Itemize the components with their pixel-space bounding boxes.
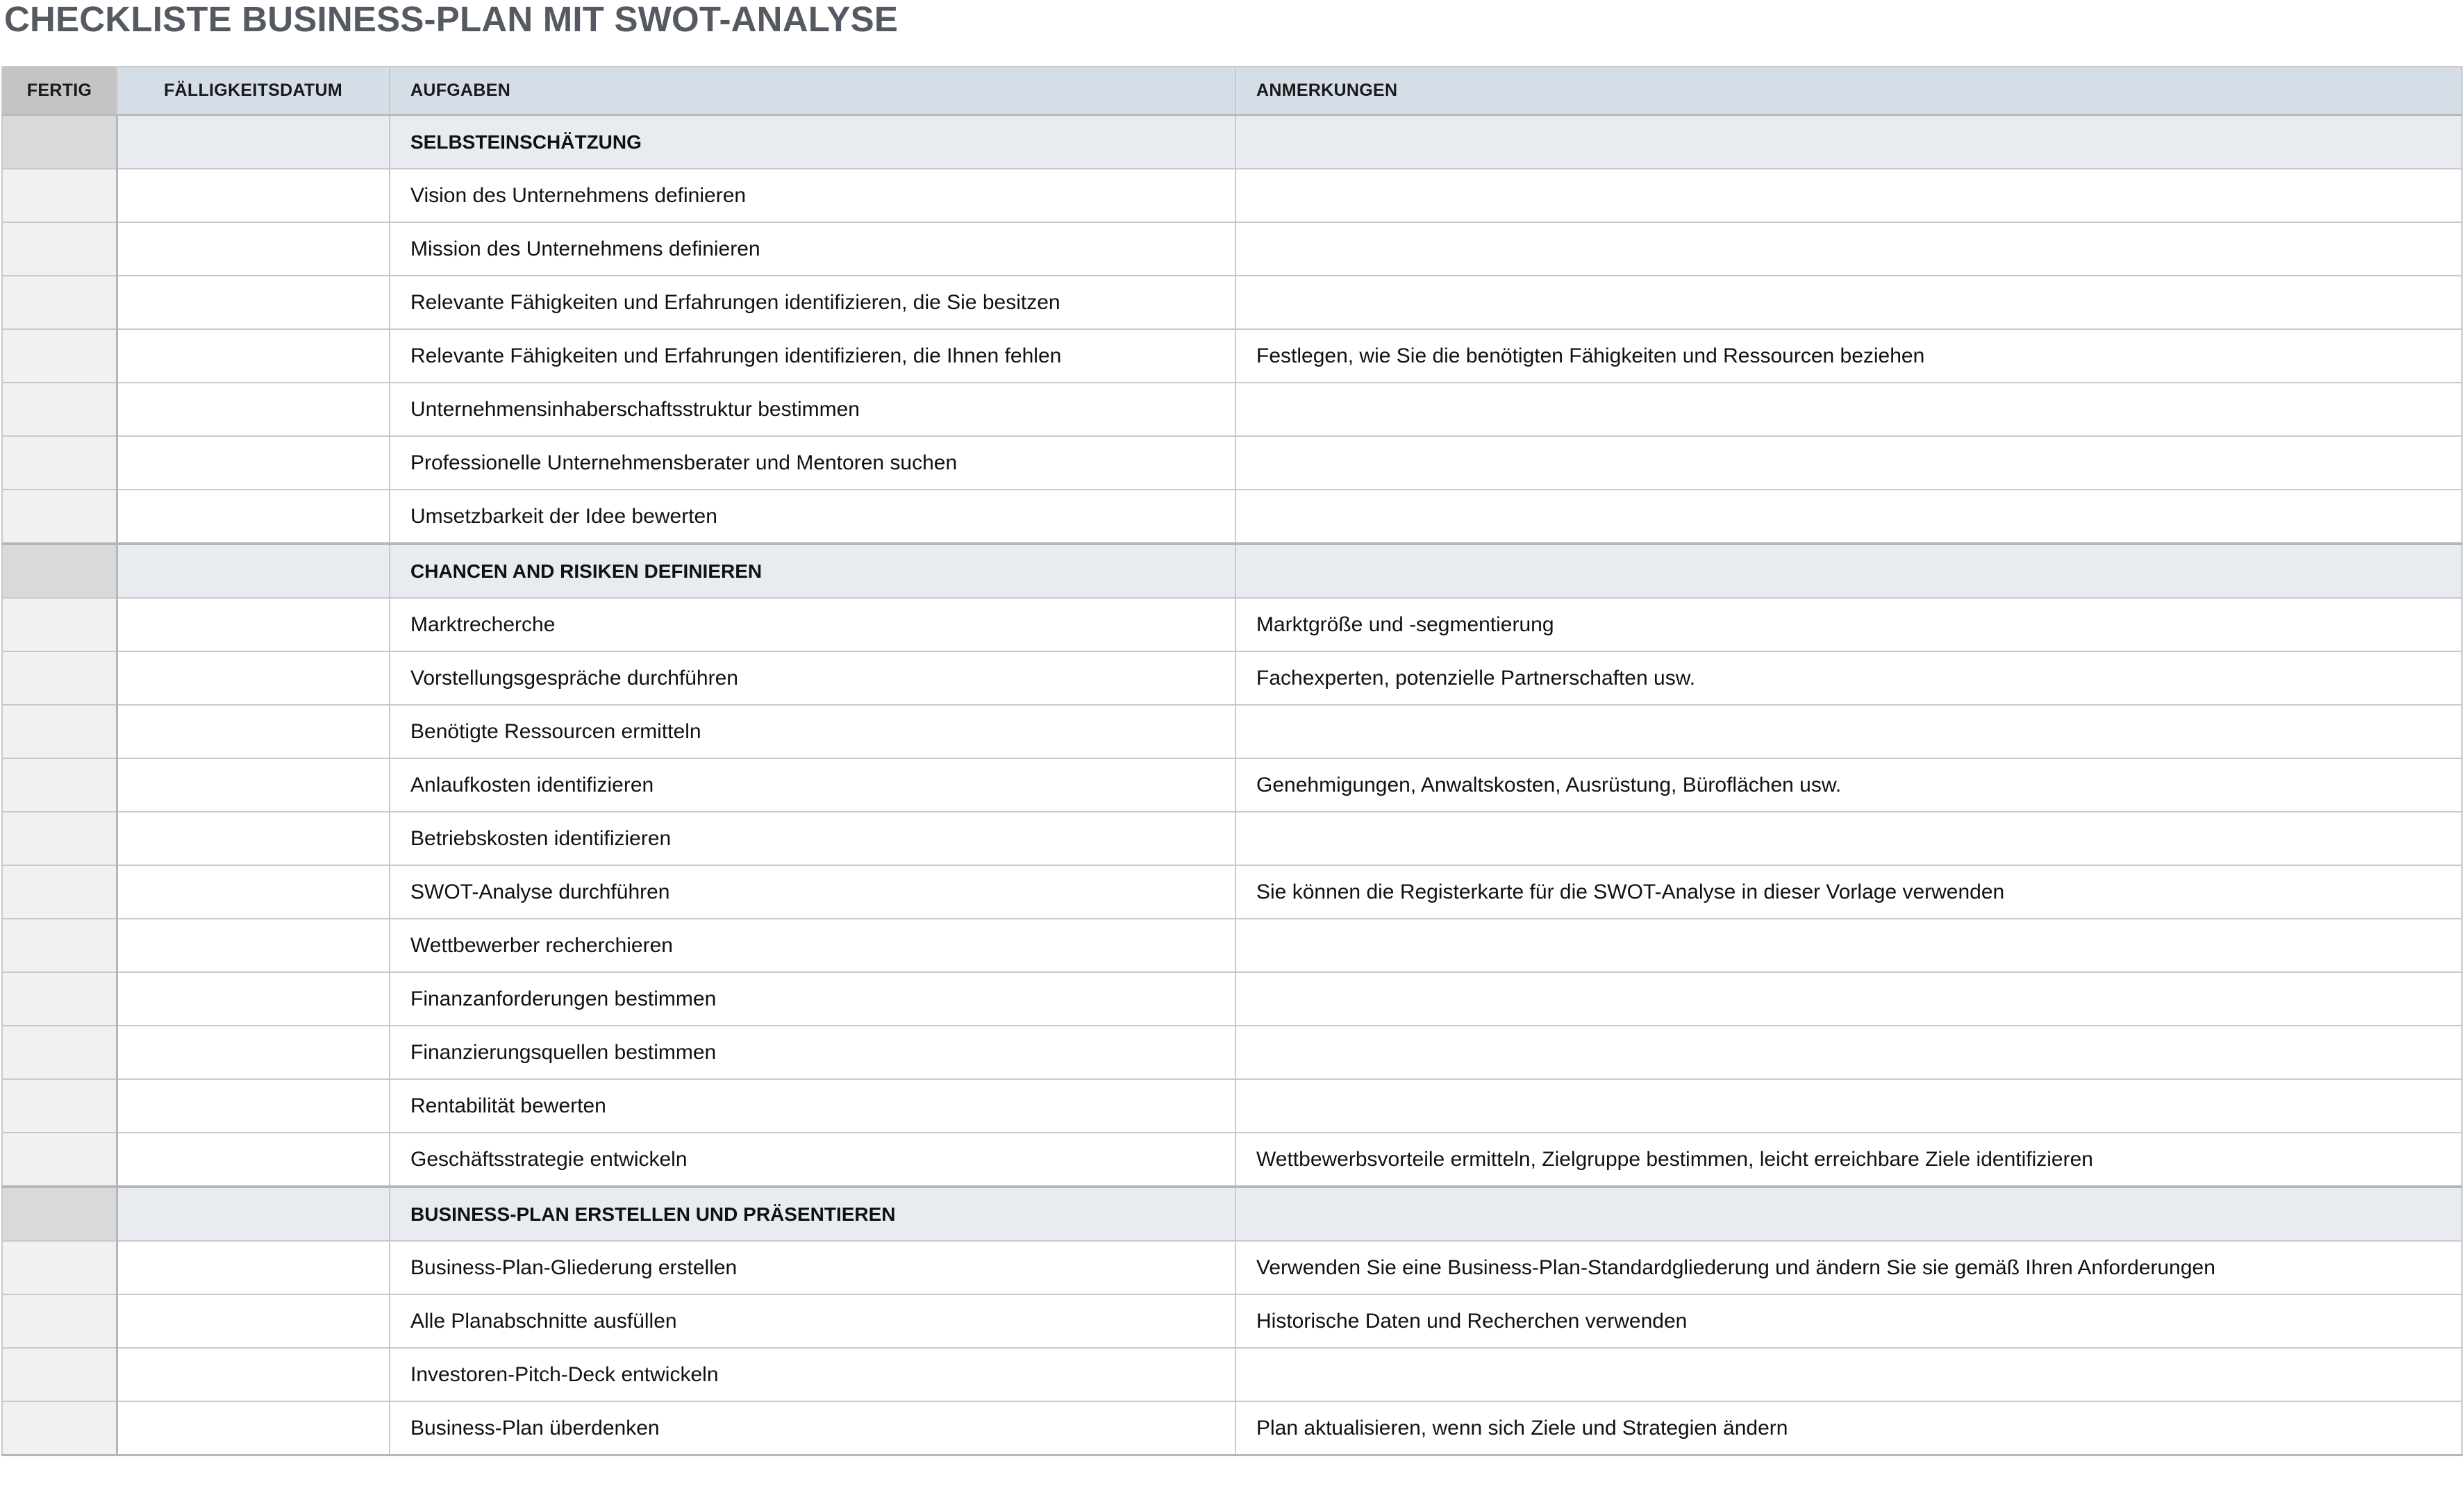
due-date-cell[interactable]: [117, 383, 390, 436]
task-row: [2, 1294, 2462, 1348]
done-checkbox-cell[interactable]: [2, 1133, 117, 1187]
task-row: [2, 1133, 2462, 1187]
note-cell[interactable]: Historische Daten und Recherchen verwenden: [1235, 1294, 2462, 1348]
section-note-cell[interactable]: [1235, 544, 2462, 598]
task-cell[interactable]: Betriebskosten identifizieren: [390, 812, 1235, 865]
note-cell[interactable]: [1235, 436, 2462, 490]
task-cell[interactable]: Relevante Fähigkeiten und Erfahrungen identifizieren, die Sie besitzen: [390, 276, 1235, 329]
task-cell[interactable]: Business-Plan-Gliederung erstellen: [390, 1241, 1235, 1294]
due-date-cell[interactable]: [117, 865, 390, 919]
header-done[interactable]: FERTIG: [2, 67, 117, 115]
task-cell[interactable]: Umsetzbarkeit der Idee bewerten: [390, 490, 1235, 544]
note-cell[interactable]: [1235, 972, 2462, 1026]
note-cell[interactable]: Marktgröße und -segmentierung: [1235, 598, 2462, 651]
task-cell[interactable]: Vorstellungsgespräche durchführen: [390, 651, 1235, 705]
note-cell[interactable]: Genehmigungen, Anwaltskosten, Ausrüstung, Büroflächen usw.: [1235, 758, 2462, 812]
due-date-cell[interactable]: [117, 1079, 390, 1133]
task-row: [2, 1348, 2462, 1401]
done-checkbox-cell[interactable]: [2, 758, 117, 812]
task-cell[interactable]: Wettbewerber recherchieren: [390, 919, 1235, 972]
due-date-cell[interactable]: [117, 705, 390, 758]
task-row: [2, 758, 2462, 812]
task-row: [2, 1026, 2462, 1079]
due-date-cell[interactable]: [117, 1401, 390, 1456]
done-checkbox-cell[interactable]: [2, 1026, 117, 1079]
task-row: [2, 651, 2462, 705]
due-date-cell[interactable]: [117, 812, 390, 865]
done-checkbox-cell[interactable]: [2, 1401, 117, 1456]
task-row: [2, 865, 2462, 919]
section-title[interactable]: SELBSTEINSCHÄTZUNG: [390, 115, 1235, 169]
section-row: [2, 544, 2462, 598]
note-cell[interactable]: Plan aktualisieren, wenn sich Ziele und Strategien ändern: [1235, 1401, 2462, 1456]
done-checkbox-cell[interactable]: [2, 919, 117, 972]
task-cell[interactable]: Marktrecherche: [390, 598, 1235, 651]
due-date-cell[interactable]: [117, 276, 390, 329]
note-cell[interactable]: Sie können die Registerkarte für die SWOT-Analyse in dieser Vorlage verwenden: [1235, 865, 2462, 919]
section-date-cell[interactable]: [117, 544, 390, 598]
task-row: [2, 169, 2462, 222]
done-checkbox-cell[interactable]: [2, 1348, 117, 1401]
task-row: [2, 919, 2462, 972]
done-checkbox-cell[interactable]: [2, 383, 117, 436]
task-cell[interactable]: Professionelle Unternehmensberater und Mentoren suchen: [390, 436, 1235, 490]
done-checkbox-cell[interactable]: [2, 651, 117, 705]
task-cell[interactable]: Business-Plan überdenken: [390, 1401, 1235, 1456]
done-checkbox-cell[interactable]: [2, 705, 117, 758]
header-due-date[interactable]: FÄLLIGKEITSDATUM: [117, 67, 390, 115]
done-checkbox-cell[interactable]: [2, 436, 117, 490]
task-row: [2, 705, 2462, 758]
due-date-cell[interactable]: [117, 598, 390, 651]
task-row: [2, 490, 2462, 544]
task-cell[interactable]: Rentabilität bewerten: [390, 1079, 1235, 1133]
checklist-body: [2, 67, 2462, 1456]
due-date-cell[interactable]: [117, 919, 390, 972]
note-cell[interactable]: [1235, 490, 2462, 544]
due-date-cell[interactable]: [117, 490, 390, 544]
done-checkbox-cell[interactable]: [2, 276, 117, 329]
due-date-cell[interactable]: [117, 1241, 390, 1294]
section-row: [2, 115, 2462, 169]
done-checkbox-cell[interactable]: [2, 598, 117, 651]
due-date-cell[interactable]: [117, 436, 390, 490]
section-title[interactable]: BUSINESS-PLAN ERSTELLEN UND PRÄSENTIEREN: [390, 1187, 1235, 1241]
due-date-cell[interactable]: [117, 972, 390, 1026]
task-cell[interactable]: Benötigte Ressourcen ermitteln: [390, 705, 1235, 758]
note-cell[interactable]: [1235, 169, 2462, 222]
due-date-cell[interactable]: [117, 1294, 390, 1348]
due-date-cell[interactable]: [117, 651, 390, 705]
section-done-cell[interactable]: [2, 544, 117, 598]
task-row: [2, 812, 2462, 865]
note-cell[interactable]: [1235, 1026, 2462, 1079]
task-row: [2, 1401, 2462, 1456]
done-checkbox-cell[interactable]: [2, 812, 117, 865]
header-row: [2, 67, 2462, 115]
due-date-cell[interactable]: [117, 169, 390, 222]
task-cell[interactable]: Vision des Unternehmens definieren: [390, 169, 1235, 222]
task-cell[interactable]: Anlaufkosten identifizieren: [390, 758, 1235, 812]
checklist-table: [1, 66, 2463, 1456]
task-row: [2, 329, 2462, 383]
section-done-cell[interactable]: [2, 1187, 117, 1241]
task-row: [2, 436, 2462, 490]
section-date-cell[interactable]: [117, 1187, 390, 1241]
task-row: [2, 222, 2462, 276]
task-cell[interactable]: Investoren-Pitch-Deck entwickeln: [390, 1348, 1235, 1401]
task-row: [2, 383, 2462, 436]
page-title: CHECKLISTE BUSINESS-PLAN MIT SWOT-ANALYSE: [4, 0, 899, 39]
note-cell[interactable]: [1235, 222, 2462, 276]
note-cell[interactable]: Festlegen, wie Sie die benötigten Fähigkeiten und Ressourcen beziehen: [1235, 329, 2462, 383]
due-date-cell[interactable]: [117, 1348, 390, 1401]
done-checkbox-cell[interactable]: [2, 169, 117, 222]
task-row: [2, 598, 2462, 651]
note-cell[interactable]: [1235, 1348, 2462, 1401]
done-checkbox-cell[interactable]: [2, 1294, 117, 1348]
note-cell[interactable]: [1235, 1079, 2462, 1133]
done-checkbox-cell[interactable]: [2, 865, 117, 919]
due-date-cell[interactable]: [117, 1133, 390, 1187]
section-note-cell[interactable]: [1235, 115, 2462, 169]
note-cell[interactable]: Verwenden Sie eine Business-Plan-Standardgliederung und ändern Sie sie gemäß Ihren Anforderungen: [1235, 1241, 2462, 1294]
task-cell[interactable]: Relevante Fähigkeiten und Erfahrungen identifizieren, die Ihnen fehlen: [390, 329, 1235, 383]
task-row: [2, 276, 2462, 329]
task-row: [2, 1241, 2462, 1294]
done-checkbox-cell[interactable]: [2, 222, 117, 276]
header-notes[interactable]: ANMERKUNGEN: [1235, 67, 2462, 115]
section-note-cell[interactable]: [1235, 1187, 2462, 1241]
note-cell[interactable]: Fachexperten, potenzielle Partnerschaften usw.: [1235, 651, 2462, 705]
note-cell[interactable]: [1235, 276, 2462, 329]
due-date-cell[interactable]: [117, 222, 390, 276]
task-row: [2, 972, 2462, 1026]
task-cell[interactable]: Mission des Unternehmens definieren: [390, 222, 1235, 276]
done-checkbox-cell[interactable]: [2, 1241, 117, 1294]
due-date-cell[interactable]: [117, 758, 390, 812]
task-cell[interactable]: Alle Planabschnitte ausfüllen: [390, 1294, 1235, 1348]
due-date-cell[interactable]: [117, 329, 390, 383]
note-cell[interactable]: [1235, 383, 2462, 436]
note-cell[interactable]: [1235, 705, 2462, 758]
task-cell[interactable]: SWOT-Analyse durchführen: [390, 865, 1235, 919]
note-cell[interactable]: [1235, 812, 2462, 865]
done-checkbox-cell[interactable]: [2, 972, 117, 1026]
task-cell[interactable]: Finanzierungsquellen bestimmen: [390, 1026, 1235, 1079]
note-cell[interactable]: [1235, 919, 2462, 972]
section-done-cell[interactable]: [2, 115, 117, 169]
note-cell[interactable]: Wettbewerbsvorteile ermitteln, Zielgruppe bestimmen, leicht erreichbare Ziele identifizieren: [1235, 1133, 2462, 1187]
section-title[interactable]: CHANCEN AND RISIKEN DEFINIEREN: [390, 544, 1235, 598]
task-cell[interactable]: Finanzanforderungen bestimmen: [390, 972, 1235, 1026]
task-cell[interactable]: Geschäftsstrategie entwickeln: [390, 1133, 1235, 1187]
task-cell[interactable]: Unternehmensinhaberschaftsstruktur bestimmen: [390, 383, 1235, 436]
done-checkbox-cell[interactable]: [2, 1079, 117, 1133]
section-date-cell[interactable]: [117, 115, 390, 169]
header-tasks[interactable]: AUFGABEN: [390, 67, 1235, 115]
done-checkbox-cell[interactable]: [2, 329, 117, 383]
task-row: [2, 1079, 2462, 1133]
done-checkbox-cell[interactable]: [2, 490, 117, 544]
due-date-cell[interactable]: [117, 1026, 390, 1079]
section-row: [2, 1187, 2462, 1241]
